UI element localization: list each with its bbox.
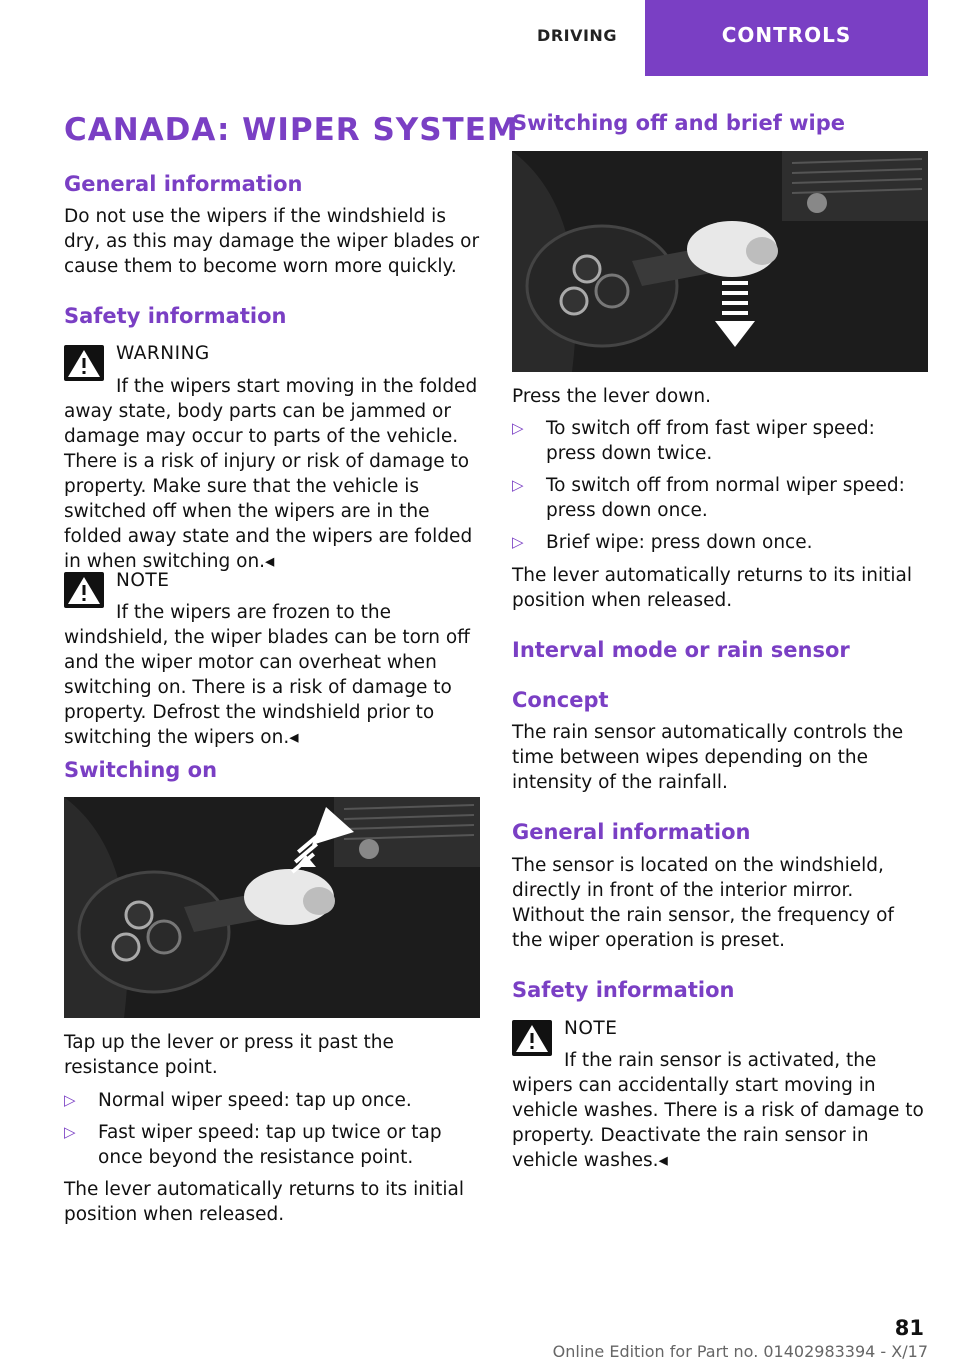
page-number: 81 <box>894 1316 924 1340</box>
list-item-text: Normal wiper speed: tap up once. <box>98 1090 412 1111</box>
switching-on-list <box>64 1088 480 1177</box>
list-item <box>512 473 928 523</box>
list-item <box>64 1120 480 1170</box>
tab-driving-label: DRIVING <box>537 26 617 45</box>
rain-note-label: NOTE <box>564 1018 618 1039</box>
bullet-icon: ▷ <box>512 533 524 551</box>
switching-on-text: Tap up the lever or press it past the resistance point. <box>64 1032 394 1078</box>
switching-off-heading: Switching off and brief wipe <box>512 111 846 135</box>
page-title: CANADA: WIPER SYSTEM <box>64 112 519 148</box>
switching-off-return-text: The lever automatically returns to its initial position when released. <box>512 565 912 611</box>
switching-on-heading: Switching on <box>64 758 218 782</box>
safety-info-heading: Safety information <box>64 304 287 328</box>
switching-off-list <box>512 416 928 562</box>
concept-heading: Concept <box>512 688 609 712</box>
right-general-heading: General information <box>512 820 751 844</box>
warning-label: WARNING <box>116 343 210 364</box>
interval-heading: Interval mode or rain sensor <box>512 638 850 662</box>
concept-text: The rain sensor automatically controls the time between wipes depending on the intensity of the rainfall. <box>512 722 904 793</box>
bullet-icon: ▷ <box>512 419 524 437</box>
list-item <box>512 416 928 466</box>
list-item <box>64 1088 480 1113</box>
tab-controls-label: CONTROLS <box>667 0 906 54</box>
list-item-text: Brief wipe: press down once. <box>546 532 813 553</box>
list-item-text: To switch off from normal wiper speed: press down once. <box>546 475 905 521</box>
right-general-text: The sensor is located on the windshield, directly in front of the interior mirror. Without the rain sensor, the frequency of the wiper operation is preset. <box>512 855 894 951</box>
tab-controls[interactable] <box>645 0 928 76</box>
rain-note-text: If the rain sensor is activated, the wipers can accidentally start moving in vehicle washes. There is a risk of damage to property. Deactivate the rain sensor in vehicle washes.◂ <box>512 1050 924 1171</box>
general-info-text: Do not use the wipers if the windshield is dry, as this may damage the wiper blades or cause them to become worn more quickly. <box>64 206 480 277</box>
list-item <box>512 530 928 555</box>
bullet-icon: ▷ <box>512 476 524 494</box>
bullet-icon: ▷ <box>64 1123 76 1141</box>
list-item-text: To switch off from fast wiper speed: press down twice. <box>546 418 875 464</box>
lever-up-illustration <box>64 797 480 1018</box>
note-label: NOTE <box>116 570 170 591</box>
lever-up-photo <box>64 797 480 1018</box>
right-safety-heading: Safety information <box>512 978 735 1002</box>
switching-on-return-text: The lever automatically returns to its initial position when released. <box>64 1179 464 1225</box>
footer-edition: Online Edition for Part no. 01402983394 - X/17 <box>552 1342 928 1361</box>
warning-text: If the wipers start moving in the folded away state, body parts can be jammed or damage may occur to parts of the vehicle. There is a risk of injury or risk of damage to property. Make sure that the vehicle is switched off when the wipers are in the folded away state and the wipers are folded in when switching on.◂ <box>64 376 478 572</box>
note-text: If the wipers are frozen to the windshield, the wiper blades can be torn off and the wiper motor can overheat when switching on. There is a risk of damage to property. Defrost the windshield prior to switching the wipers on.◂ <box>64 602 470 748</box>
press-down-text: Press the lever down. <box>512 386 711 407</box>
bullet-icon: ▷ <box>64 1091 76 1109</box>
tab-driving[interactable] <box>510 0 644 76</box>
list-item-text: Fast wiper speed: tap up twice or tap once beyond the resistance point. <box>98 1122 442 1168</box>
lever-down-illustration <box>512 151 928 372</box>
general-info-heading: General information <box>64 172 303 196</box>
lever-down-photo <box>512 151 928 372</box>
